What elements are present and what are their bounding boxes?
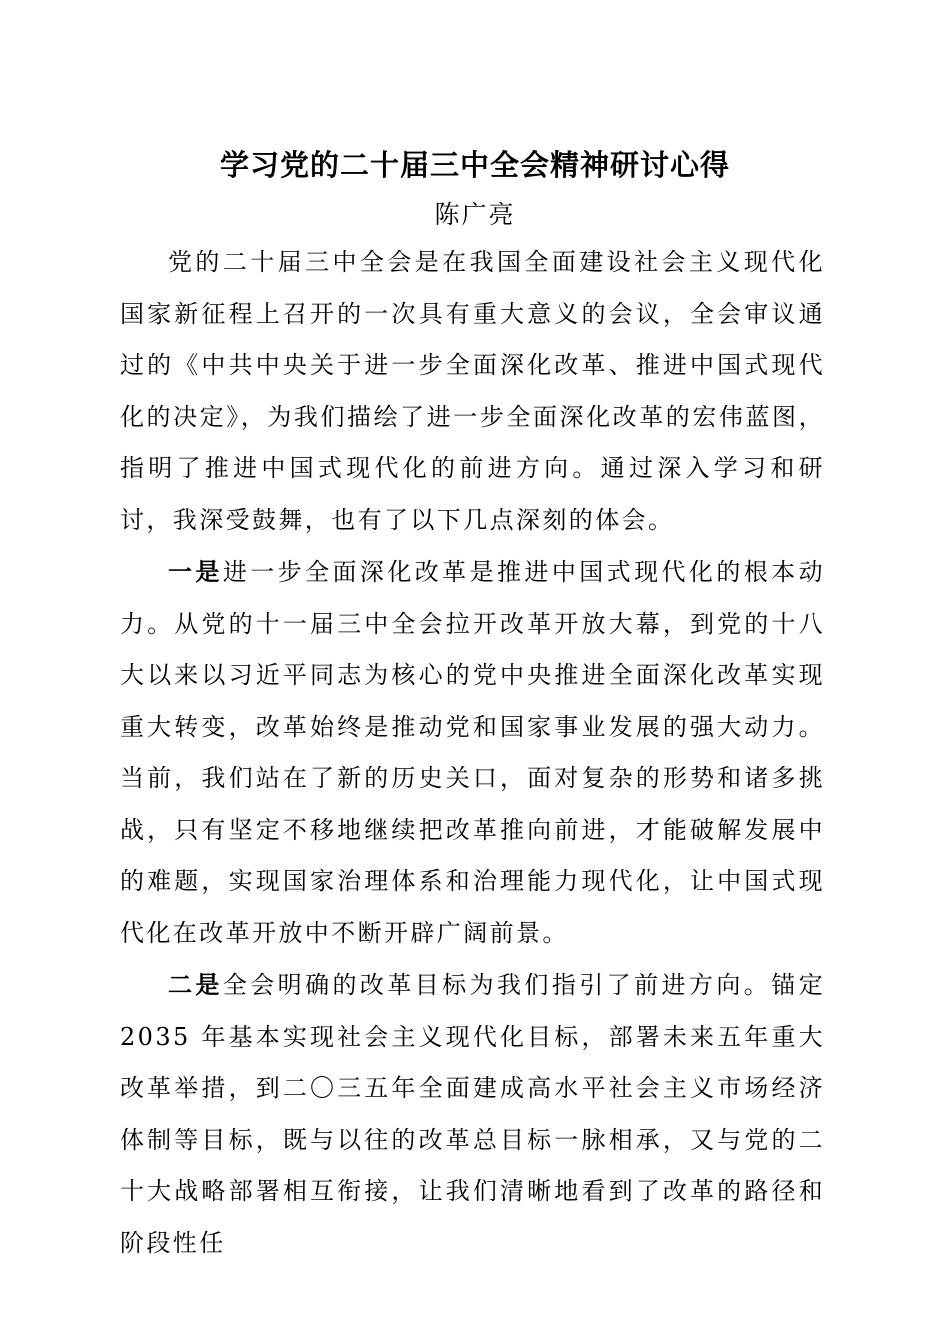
paragraph-point-one [120, 546, 825, 959]
paragraph-lead: 二是 [168, 970, 223, 999]
paragraph-text: 全会明确的改革目标为我们指引了前进方向。锚定2035 年基本实现社会主义现代化目标，部署未来五年重大改革举措，到二〇三五年全面建成高水平社会主义市场经济体制等目标，既与以往的改革总目标一脉相承，又与党的二十大战略部署相互衔接，让我们清晰地看到了改革的路径和阶段性任 [120, 971, 825, 1257]
document-title: 学习党的二十届三中全会精神研讨心得 [219, 148, 730, 182]
paragraph-intro [120, 237, 825, 546]
document-body [120, 237, 825, 1269]
paragraph-lead: 一是 [168, 557, 223, 586]
paragraph-point-two [120, 959, 825, 1269]
paragraph-text: 进一步全面深化改革是推进中国式现代化的根本动力。从党的十一届三中全会拉开改革开放大幕，到党的十八大以来以习近平同志为核心的党中央推进全面深化改革实现重大转变，改革始终是推动党和国家事业发展的强大动力。当前，我们站在了新的历史关口，面对复杂的形势和诸多挑战，只有坚定不移地继续把改革推向前进，才能破解发展中的难题，实现国家治理体系和治理能力现代化，让中国式现代化在改革开放中不断开辟广阔前景。 [120, 558, 825, 947]
document-author: 陈广亮 [434, 200, 516, 229]
paragraph-text: 党的二十届三中全会是在我国全面建设社会主义现代化国家新征程上召开的一次具有重大意义的会议，全会审议通过的《中共中央关于进一步全面深化改革、推进中国式现代化的决定》，为我们描绘了进一步全面深化改革的宏伟蓝图，指明了推进中国式现代化的前进方向。通过深入学习和研讨，我深受鼓舞，也有了以下几点深刻的体会。 [120, 248, 825, 534]
